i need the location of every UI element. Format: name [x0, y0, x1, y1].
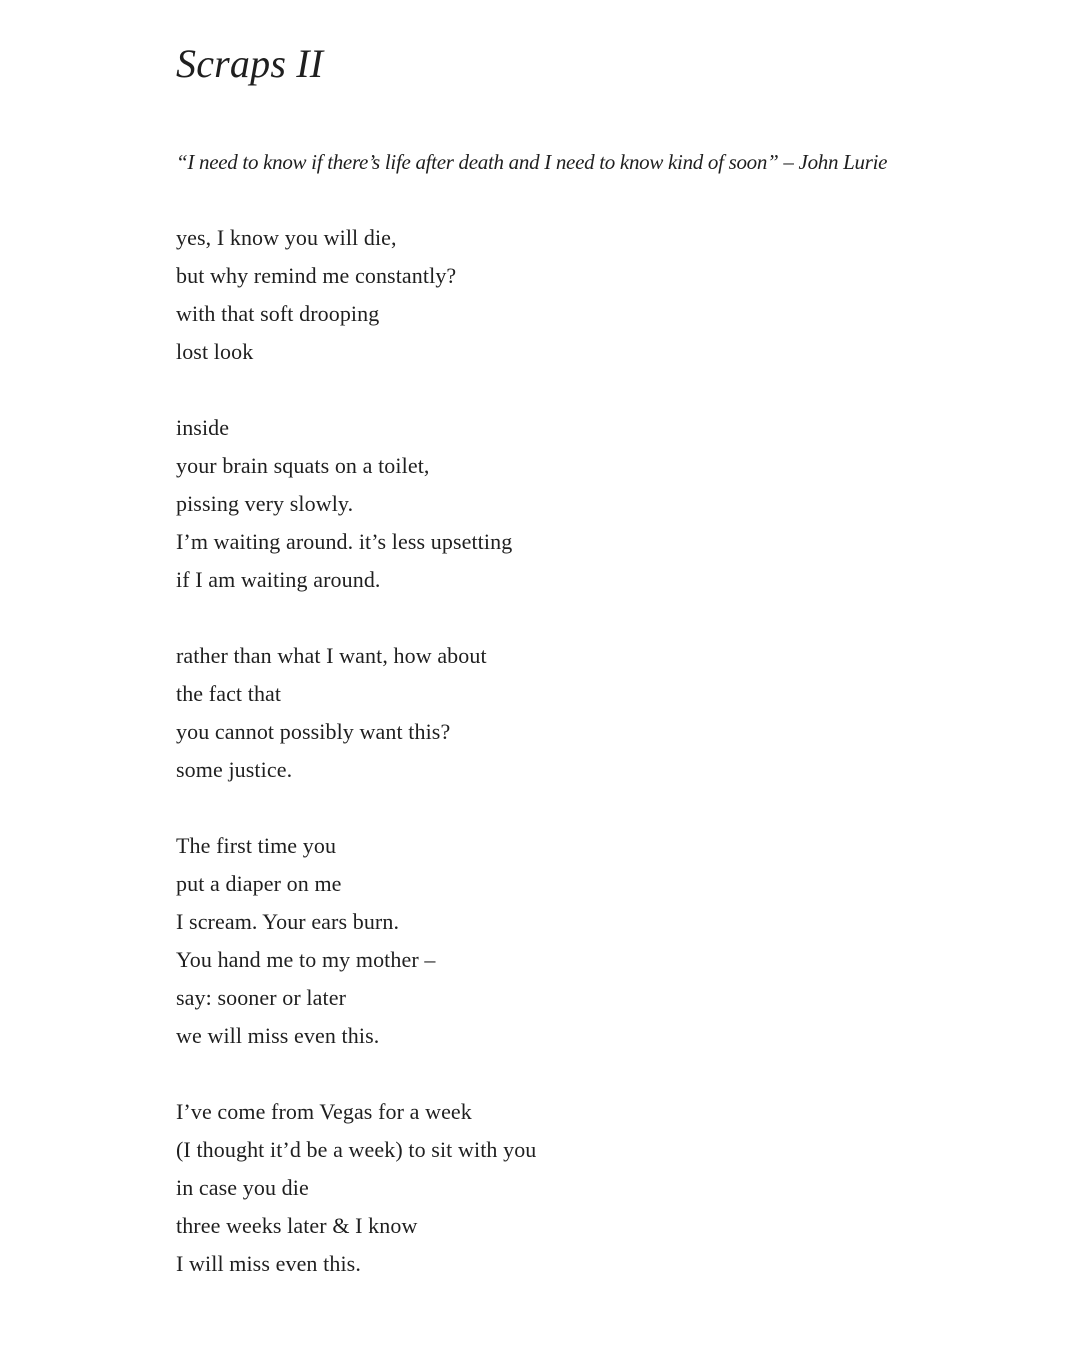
poem-epigraph: “I need to know if there’s life after death and I need to know kind of soon” – John Lurie	[176, 150, 888, 174]
stanza-3	[176, 637, 487, 789]
poem-line: The first time you	[176, 833, 337, 858]
poem-line: put a diaper on me	[176, 871, 342, 896]
poem-line: inside	[176, 415, 230, 440]
poem-line: lost look	[176, 339, 254, 364]
poem-line: I scream. Your ears burn.	[176, 909, 400, 934]
poem-line: in case you die	[176, 1175, 309, 1200]
poem-line: if I am waiting around.	[176, 567, 381, 592]
poem-line: you cannot possibly want this?	[176, 719, 451, 744]
stanza-5	[176, 1093, 536, 1283]
poem-line: I’ve come from Vegas for a week	[176, 1099, 472, 1124]
poem-line: I’m waiting around. it’s less upsetting	[176, 529, 513, 554]
poem-line: some justice.	[176, 757, 293, 782]
poem-title: Scraps II	[176, 41, 324, 86]
poem-line: pissing very slowly.	[176, 491, 354, 516]
poem-line: rather than what I want, how about	[176, 643, 487, 668]
poem-line: your brain squats on a toilet,	[176, 453, 430, 478]
poem-line: but why remind me constantly?	[176, 263, 457, 288]
poem-line: yes, I know you will die,	[176, 225, 397, 250]
poem-line: (I thought it’d be a week) to sit with you	[176, 1137, 537, 1162]
stanza-2	[176, 409, 512, 599]
poem-line: I will miss even this.	[176, 1251, 361, 1276]
poem-line: we will miss even this.	[176, 1023, 380, 1048]
poem-line: say: sooner or later	[176, 985, 346, 1010]
poem-line: with that soft drooping	[176, 301, 380, 326]
poem-line: You hand me to my mother –	[176, 947, 436, 972]
stanza-1	[176, 219, 456, 371]
poem-line: the fact that	[176, 681, 282, 706]
stanza-4	[176, 827, 435, 1055]
poem-line: three weeks later & I know	[176, 1213, 418, 1238]
